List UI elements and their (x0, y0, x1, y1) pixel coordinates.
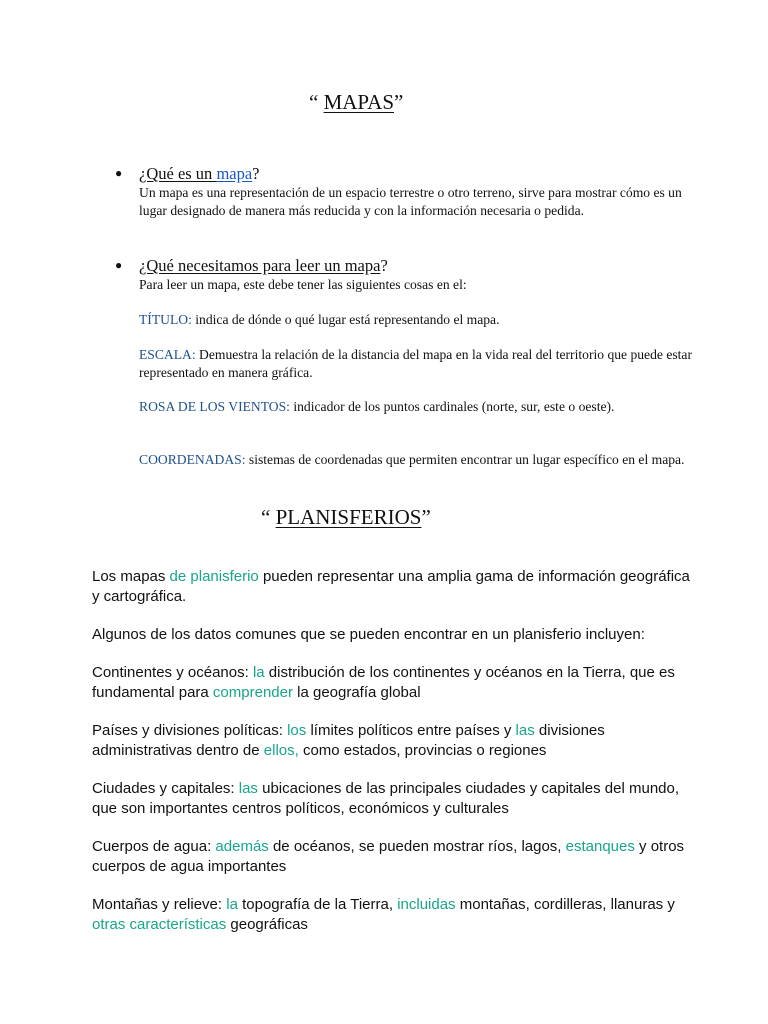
planisferios-title (261, 505, 431, 530)
question-1-mark: ? (252, 164, 260, 183)
highlight-text: los (287, 722, 307, 739)
text: pueden representar una amplia gama de información geográfica y cartográfica. (92, 568, 690, 605)
term-description: Demuestra la relación de la distancia del mapa en la vida real del territorio que puede estar representado en manera gráfica. (139, 347, 692, 380)
highlight-text: la (252, 664, 265, 681)
item-titulo (139, 311, 699, 329)
term-label: COORDENADAS: (139, 452, 246, 467)
item-paises (92, 721, 692, 760)
highlight-text: la (226, 896, 238, 913)
question-1-text: ¿Qué es un (139, 164, 217, 183)
item-montanas (92, 895, 692, 934)
highlight-text: comprender (212, 683, 293, 701)
highlight-text: estanques (565, 838, 635, 855)
item-coordenadas (139, 451, 699, 469)
text: ubicaciones de las principales ciudades y capitales del mundo, que son importantes centros políticos, económicos y culturales (92, 780, 680, 817)
text: Los mapas (92, 568, 170, 585)
term-description: indica de dónde o qué lugar está representando el mapa. (191, 312, 500, 327)
term-label: ROSA DE LOS VIENTOS: (139, 399, 290, 414)
title-open-quote: “ (309, 90, 324, 114)
text: topografía de la Tierra, (237, 896, 398, 913)
text: como estados, provincias o regiones (298, 741, 547, 759)
item-escala (139, 346, 699, 382)
item-cuerpos-agua (92, 837, 692, 876)
title-open-quote: “ (261, 505, 276, 529)
highlight-text: otras características (92, 915, 227, 933)
title-word: MAPAS (323, 90, 395, 114)
text: divisiones administrativas dentro de (92, 722, 605, 759)
item-continentes (92, 663, 692, 702)
text: distribución de los continentes y océanos en la Tierra, que es fundamental para (92, 664, 675, 701)
highlight-text: ellos, (263, 741, 299, 759)
text: la geografía global (292, 683, 421, 701)
text: Países y divisiones políticas: (92, 722, 288, 739)
highlight-text: las (515, 722, 535, 739)
item-ciudades (92, 779, 692, 818)
text: Ciudades y capitales: (92, 780, 239, 797)
mapas-title (309, 90, 403, 115)
text: Algunos de los datos comunes que se pueden encontrar en un planisferio incluyen: (92, 626, 645, 643)
highlight-text: además (215, 838, 269, 855)
highlight-text: incluidas (397, 896, 456, 913)
term-description: indicador de los puntos cardinales (norte, sur, este o oeste). (289, 399, 615, 414)
datos-comunes (92, 625, 692, 645)
text: montañas, cordilleras, llanuras y (455, 896, 675, 913)
question-2-mark: ? (380, 256, 388, 275)
text: Continentes y océanos: (92, 664, 253, 681)
text: y otros cuerpos de agua importantes (92, 838, 685, 875)
question-2-intro: Para leer un mapa, este debe tener las siguientes cosas en el: (139, 277, 467, 292)
term-label: ESCALA: (139, 347, 196, 362)
question-1-heading (115, 164, 260, 184)
bullet-icon: ● (115, 166, 123, 180)
mapa-link[interactable]: mapa (216, 164, 253, 183)
question-2-heading (115, 256, 388, 276)
term-label: TÍTULO: (139, 312, 192, 327)
text: límites políticos entre países y (306, 722, 516, 739)
text: geográficas (226, 915, 308, 933)
bullet-icon: ● (115, 258, 123, 272)
question-2-text: ¿Qué necesitamos para leer un mapa (139, 256, 381, 275)
title-word: PLANISFERIOS (275, 505, 422, 529)
highlight-text: las (238, 780, 258, 797)
highlight-text: de planisferio (169, 568, 259, 585)
question-1-answer: Un mapa es una representación de un espacio terrestre o otro terreno, sirve para mostrar cómo es un lugar designado de manera más reducida y con la información necesaria o pedida. (139, 185, 682, 218)
planisferio-intro (92, 567, 692, 606)
text: de océanos, se pueden mostrar ríos, lagos, (268, 838, 566, 855)
item-rosa-vientos (139, 398, 699, 416)
title-close-quote: ” (421, 505, 431, 529)
title-close-quote: ” (394, 90, 404, 114)
text: Cuerpos de agua: (92, 838, 216, 855)
term-description: sistemas de coordenadas que permiten encontrar un lugar específico en el mapa. (245, 452, 685, 467)
text: Montañas y relieve: (92, 896, 227, 913)
